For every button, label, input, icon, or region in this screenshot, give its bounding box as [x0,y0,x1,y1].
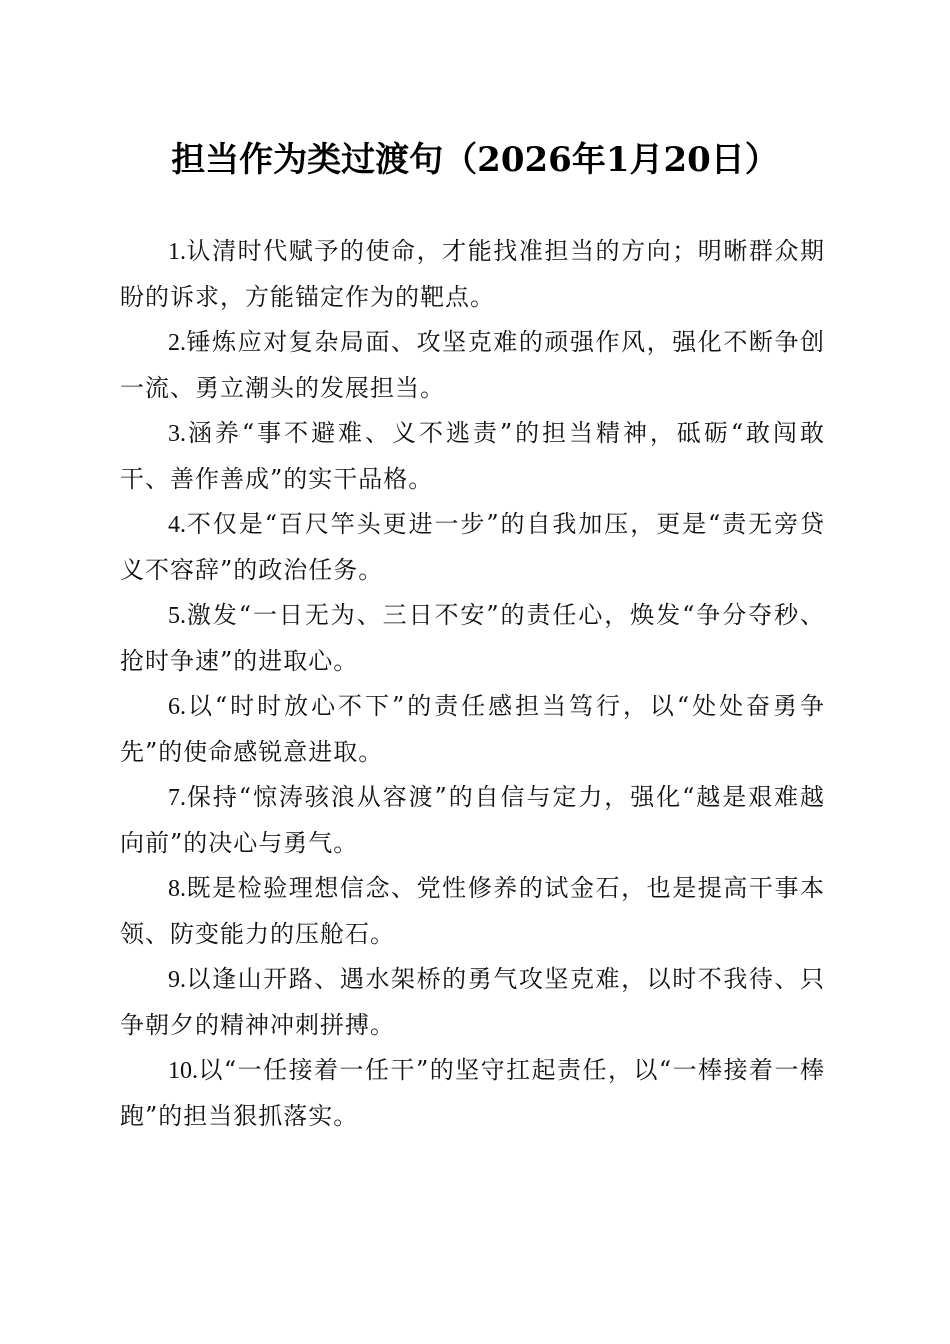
list-item [120,593,825,684]
item-number: 1. [168,239,186,265]
item-number: 10. [168,1058,198,1084]
item-number: 5. [168,603,186,629]
item-list [120,229,825,1139]
item-number: 6. [168,694,186,720]
item-number: 9. [168,967,186,993]
item-text: 不仅是“百尺竿头更进一步”的自我加压，更是“责无旁贷义不容辞”的政治任务。 [120,510,825,584]
item-text: 以“一任接着一任干”的坚守扛起责任，以“一棒接着一棒跑”的担当狠抓落实。 [120,1056,825,1130]
item-text: 以“时时放心不下”的责任感担当笃行，以“处处奋勇争先”的使命感锐意进取。 [120,692,825,766]
page-title: 担当作为类过渡句（2026年1月20日） [171,140,779,180]
item-text: 认清时代赋予的使命，才能找准担当的方向；明晰群众期盼的诉求，方能锚定作为的靶点。 [120,237,825,311]
item-text: 既是检验理想信念、党性修养的试金石，也是提高干事本领、防变能力的压舱石。 [120,874,825,948]
list-item [120,1048,825,1139]
item-number: 2. [168,330,186,356]
item-text: 以逢山开路、遇水架桥的勇气攻坚克难，以时不我待、只争朝夕的精神冲刺拼搏。 [120,965,825,1039]
list-item [120,775,825,866]
list-item [120,866,825,957]
item-number: 7. [168,785,186,811]
list-item [120,320,825,411]
list-item [120,229,825,320]
item-text: 锤炼应对复杂局面、攻坚克难的顽强作风，强化不断争创一流、勇立潮头的发展担当。 [120,328,825,402]
item-text: 保持“惊涛骇浪从容渡”的自信与定力，强化“越是艰难越向前”的决心与勇气。 [120,783,825,857]
item-number: 3. [168,421,186,447]
list-item [120,502,825,593]
item-text: 涵养“事不避难、义不逃责”的担当精神，砥砺“敢闯敢干、善作善成”的实干品格。 [120,419,825,493]
list-item [120,411,825,502]
item-number: 4. [168,512,186,538]
item-text: 激发“一日无为、三日不安”的责任心，焕发“争分夺秒、抢时争速”的进取心。 [120,601,825,675]
list-item [120,957,825,1048]
list-item [120,684,825,775]
item-number: 8. [168,876,186,902]
